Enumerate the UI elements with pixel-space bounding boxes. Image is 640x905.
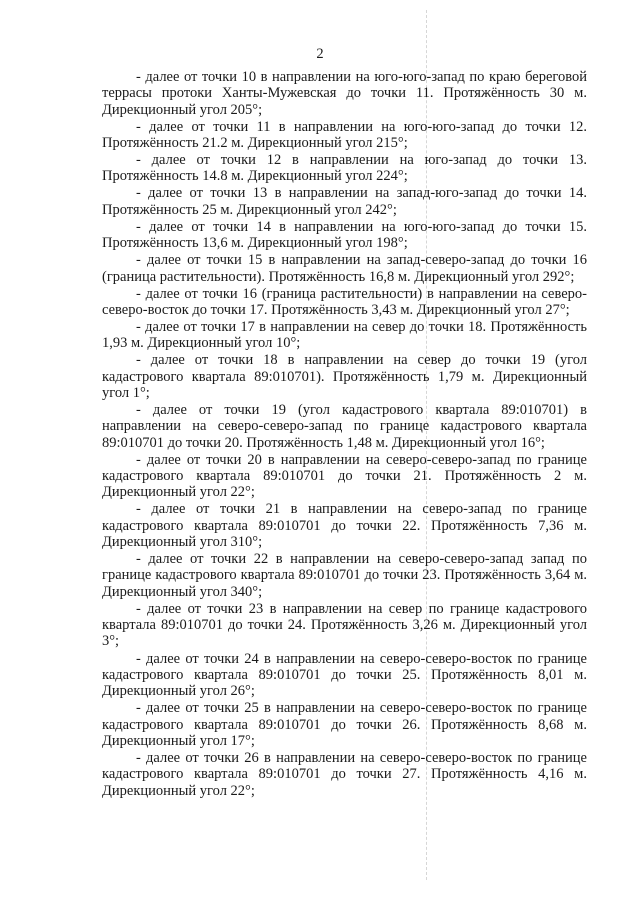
paragraph: - далее от точки 19 (угол кадастрового квартала 89:010701) в направлении на северо-северо-запад по границе кадастрового квартала 89:010701 до точки 20. Протяжённость 1,48 м. Дирекционный угол 16°;	[102, 402, 587, 451]
paragraph: - далее от точки 11 в направлении на юго-юго-запад до точки 12. Протяжённость 21.2 м. Дирекционный угол 215°;	[102, 118, 587, 151]
paragraph: - далее от точки 10 в направлении на юго-юго-запад по краю береговой террасы протоки Ханты-Мужевская до точки 11. Протяжённость 30 м. Дирекционный угол 205°;	[102, 69, 587, 118]
paragraph: - далее от точки 18 в направлении на север до точки 19 (угол кадастрового квартала 89:010701). Протяжённость 1,79 м. Дирекционный угол 1°;	[102, 352, 587, 402]
paragraph: - далее от точки 22 в направлении на северо-северо-запад запад по границе кадастрового квартала 89:010701 до точки 23. Протяжённость 3,64 м. Дирекционный угол 340°;	[102, 551, 587, 600]
document-body	[102, 69, 587, 800]
paragraph: - далее от точки 20 в направлении на северо-северо-запад по границе кадастрового квартала 89:010701 до точки 21. Протяжённость 2 м. Дирекционный угол 22°;	[102, 451, 587, 501]
paragraph: - далее от точки 23 в направлении на север по границе кадастрового квартала 89:010701 до точки 24. Протяжённость 3,26 м. Дирекционный угол 3°;	[102, 600, 587, 650]
paragraph: - далее от точки 26 в направлении на северо-северо-восток по границе кадастрового квартала 89:010701 до точки 27. Протяжённость 4,16 м. Дирекционный угол 22°;	[102, 749, 587, 799]
paragraph: - далее от точки 14 в направлении на юго-юго-запад до точки 15. Протяжённость 13,6 м. Дирекционный угол 198°;	[102, 218, 587, 252]
paragraph: - далее от точки 13 в направлении на запад-юго-запад до точки 14. Протяжённость 25 м. Дирекционный угол 242°;	[102, 185, 587, 218]
paragraph: - далее от точки 12 в направлении на юго-запад до точки 13. Протяжённость 14.8 м. Дирекционный угол 224°;	[102, 152, 587, 185]
paragraph: - далее от точки 15 в направлении на запад-северо-запад до точки 16 (граница растительности). Протяжённость 16,8 м. Дирекционный угол 292°;	[102, 252, 587, 285]
page-number: 2	[316, 46, 324, 62]
paragraph: - далее от точки 24 в направлении на северо-северо-восток по границе кадастрового квартала 89:010701 до точки 25. Протяжённость 8,01 м. Дирекционный угол 26°;	[102, 650, 587, 700]
paragraph: - далее от точки 25 в направлении на северо-северо-восток по границе кадастрового квартала 89:010701 до точки 26. Протяжённость 8,68 м. Дирекционный угол 17°;	[102, 700, 587, 749]
paragraph: - далее от точки 16 (граница растительности) в направлении на северо-северо-восток до точки 17. Протяжённость 3,43 м. Дирекционный угол 27°;	[102, 285, 587, 318]
paragraph: - далее от точки 17 в направлении на север до точки 18. Протяжённость 1,93 м. Дирекционный угол 10°;	[102, 319, 587, 352]
paragraph: - далее от точки 21 в направлении на северо-запад по границе кадастрового квартала 89:010701 до точки 22. Протяжённость 7,36 м. Дирекционный угол 310°;	[102, 501, 587, 551]
